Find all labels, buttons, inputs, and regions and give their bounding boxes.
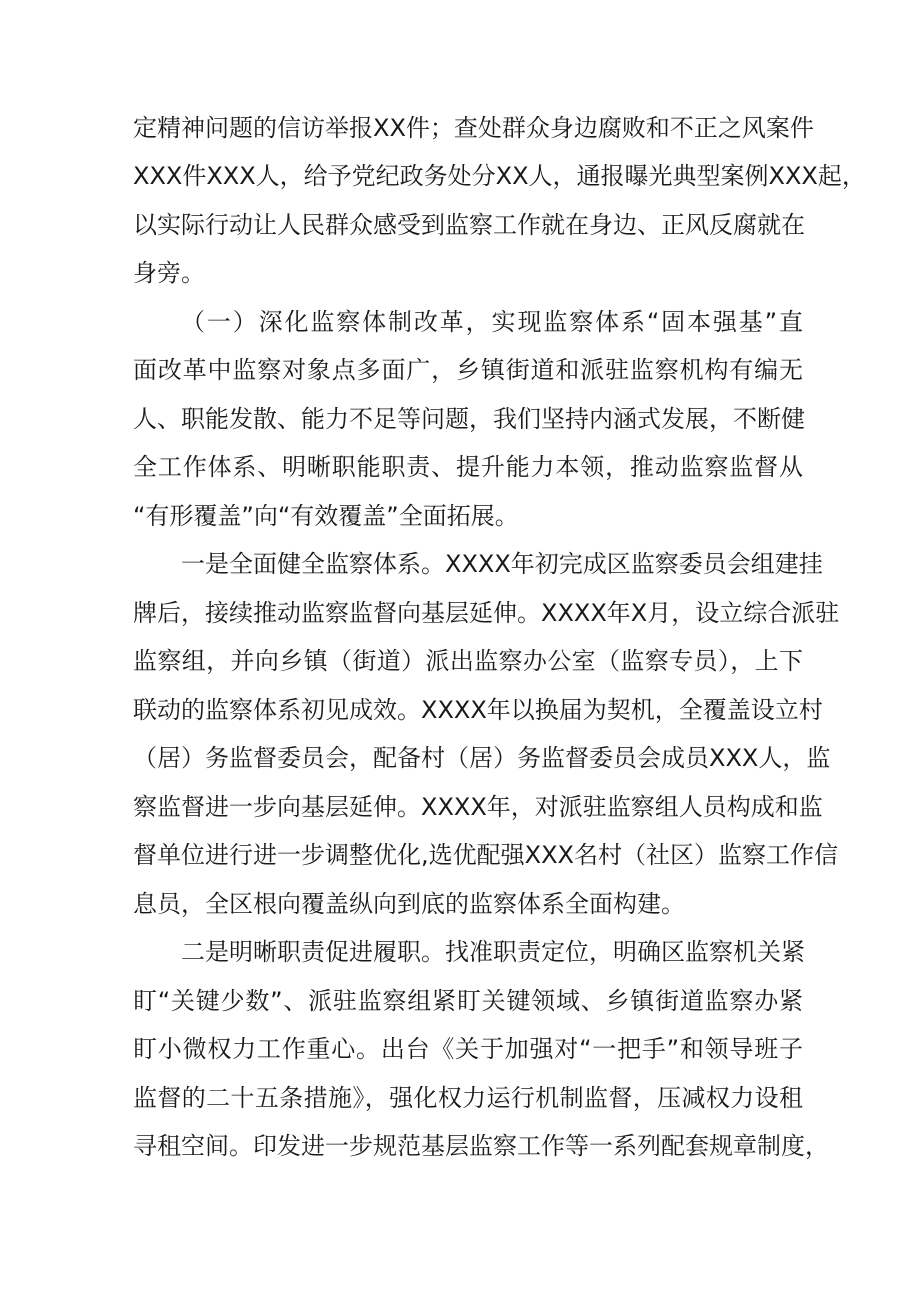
text-line: 身旁。 <box>133 259 205 287</box>
text-line: 面改革中监察对象点多面广，乡镇街道和派驻监察机构有编无 <box>133 356 803 384</box>
text-line: 以实际行动让人民群众感受到监察工作就在身边、正风反腐就在 <box>133 211 805 239</box>
text-line: 息员，全区根向覆盖纵向到底的监察体系全面构建。 <box>133 890 685 918</box>
text-line: 盯小微权力工作重心。出台《关于加强对“一把手”和领导班子 <box>133 1035 803 1063</box>
paragraph-start-line: 一是全面健全监察体系。XXXX年初完成区监察委员会组建挂 <box>181 550 823 578</box>
text-line: 人、职能发散、能力不足等问题，我们坚持内涵式发展，不断健 <box>133 405 805 433</box>
text-line: 全工作体系、明晰职能职责、提升能力本领，推动监察监督从 <box>133 453 803 481</box>
text-line: 联动的监察体系初见成效。XXXX年以换届为契机，全覆盖设立村 <box>133 696 823 724</box>
section-heading-line: （一）深化监察体制改革，实现监察体系“固本强基”直 <box>181 308 803 336</box>
text-line: （居）务监督委员会，配备村（居）务监督委员会成员XXX人，监 <box>133 744 831 772</box>
text-line: 监察组，并向乡镇（街道）派出监察办公室（监察专员），上下 <box>133 647 803 675</box>
text-line: 牌后，接续推动监察监督向基层延伸。XXXX年X月，设立综合派驻 <box>133 599 840 627</box>
paragraph-start-line: 二是明晰职责促进履职。找准职责定位，明确区监察机关紧 <box>181 938 805 966</box>
text-line: 寻租空间。印发进一步规范基层监察工作等一系列配套规章制度， <box>133 1132 829 1160</box>
text-line: 察监督进一步向基层延伸。XXXX年，对派驻监察组人员构成和监 <box>133 793 823 821</box>
text-line: 定精神问题的信访举报XX件；查处群众身边腐败和不正之风案件 <box>133 114 814 142</box>
text-line: 监督的二十五条措施》，强化权力运行机制监督，压减权力设租 <box>133 1084 803 1112</box>
text-line: “有形覆盖”向“有效覆盖”全面拓展。 <box>133 502 519 530</box>
text-line: 督单位进行进一步调整优化,选优配强XXX名村（社区）监察工作信 <box>133 841 838 869</box>
text-line: 盯“关键少数”、派驻监察组紧盯关键领域、乡镇街道监察办紧 <box>133 987 803 1015</box>
text-line: XXX件XXX人，给予党纪政务处分XX人，通报曝光典型案例XXX起， <box>133 162 866 190</box>
